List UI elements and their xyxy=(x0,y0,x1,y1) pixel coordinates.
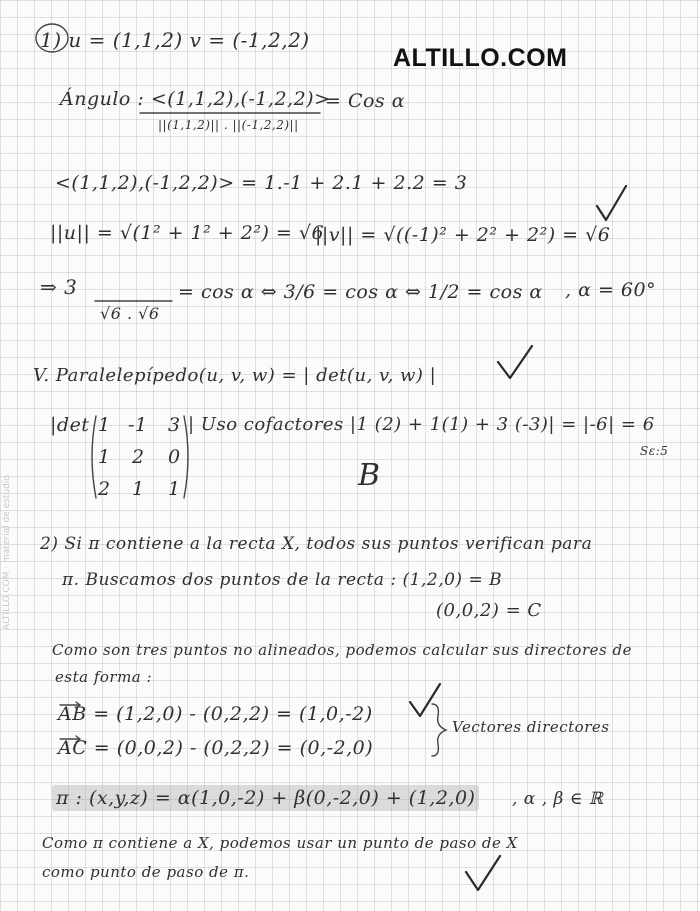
p2-line1: 2) Si π contiene a la recta X, todos sus puntos verifican para xyxy=(40,534,593,554)
answer-letter: B xyxy=(358,458,381,493)
angle-denominator: ||(1,1,2)|| . ||(-1,2,2)|| xyxy=(158,118,299,132)
angle-numerator: Ángulo : <(1,1,2),(-1,2,2)> xyxy=(60,88,331,110)
margin-note: ALTILLO.COM · material de estudio xyxy=(2,475,12,630)
m-2-1: 1 xyxy=(132,478,145,500)
m-0-0: 1 xyxy=(98,414,111,436)
checkmark-4 xyxy=(466,856,500,890)
det-label: |det xyxy=(50,414,90,436)
note-side: Sε:5 xyxy=(640,444,669,458)
conclusion-mid: = cos α ⇔ 3/6 = cos α ⇔ 1/2 = cos α xyxy=(178,281,543,303)
m-2-2: 1 xyxy=(168,478,181,500)
norm-u: ||u|| = √(1² + 1² + 2²) = √6 xyxy=(50,222,325,244)
p2-line4: Como son tres puntos no alineados, podemos calcular sus directores de xyxy=(52,641,632,659)
final-line2: como punto de paso de π. xyxy=(42,863,250,881)
conclusion-angle: , α = 60° xyxy=(565,279,657,301)
cofactor-expansion: | Uso cofactores |1 (2) + 1(1) + 3 (-3)| = |-6| = 6 xyxy=(188,414,655,435)
checkmark-1 xyxy=(597,186,626,220)
m-1-0: 1 xyxy=(98,446,111,468)
watermark: ALTILLO.COM xyxy=(393,44,568,72)
m-1-1: 2 xyxy=(132,446,145,468)
plane-params: , α , β ∈ ℝ xyxy=(512,789,604,809)
p1-header: 1) u = (1,1,2) v = (-1,2,2) xyxy=(40,28,310,52)
final-line1: Como π contiene a X, podemos usar un punto de paso de X xyxy=(42,834,518,852)
plane-equation xyxy=(52,787,479,809)
p2-line2: π. Buscamos dos puntos de la recta : (1,2,0) = B xyxy=(62,570,503,590)
vectors-label: Vectores directores xyxy=(452,718,610,736)
conclusion-den: √6 . √6 xyxy=(100,304,160,323)
checkmark-3 xyxy=(410,684,440,716)
norm-v: ||v|| = √((-1)² + 2² + 2²) = √6 xyxy=(315,224,611,246)
m-0-1: -1 xyxy=(128,414,148,436)
conclusion-lhs: ⇒ 3 xyxy=(40,275,78,299)
plane-equation-highlight: π : (x,y,z) = α(1,0,-2) + β(0,-2,0) + (1,2,0) xyxy=(52,785,479,811)
inner-product: <(1,1,2),(-1,2,2)> = 1.-1 + 2.1 + 2.2 = 3 xyxy=(55,172,468,194)
parallelepiped-formula: V. Paralelepípedo(u, v, w) = | det(u, v, w) | xyxy=(33,365,437,386)
vector-ac: AC = (0,0,2) - (0,2,2) = (0,-2,0) xyxy=(58,737,374,759)
m-1-2: 0 xyxy=(168,446,181,468)
m-2-0: 2 xyxy=(98,478,111,500)
checkmark-2 xyxy=(498,346,532,378)
angle-rhs: = Cos α xyxy=(325,90,406,112)
p2-line3: (0,0,2) = C xyxy=(436,600,542,621)
vectors-brace xyxy=(432,704,446,756)
det-matrix xyxy=(92,408,188,500)
m-0-2: 3 xyxy=(168,414,181,436)
vector-ab: AB = (1,2,0) - (0,2,2) = (1,0,-2) xyxy=(58,703,373,725)
p2-line5: esta forma : xyxy=(55,668,153,686)
